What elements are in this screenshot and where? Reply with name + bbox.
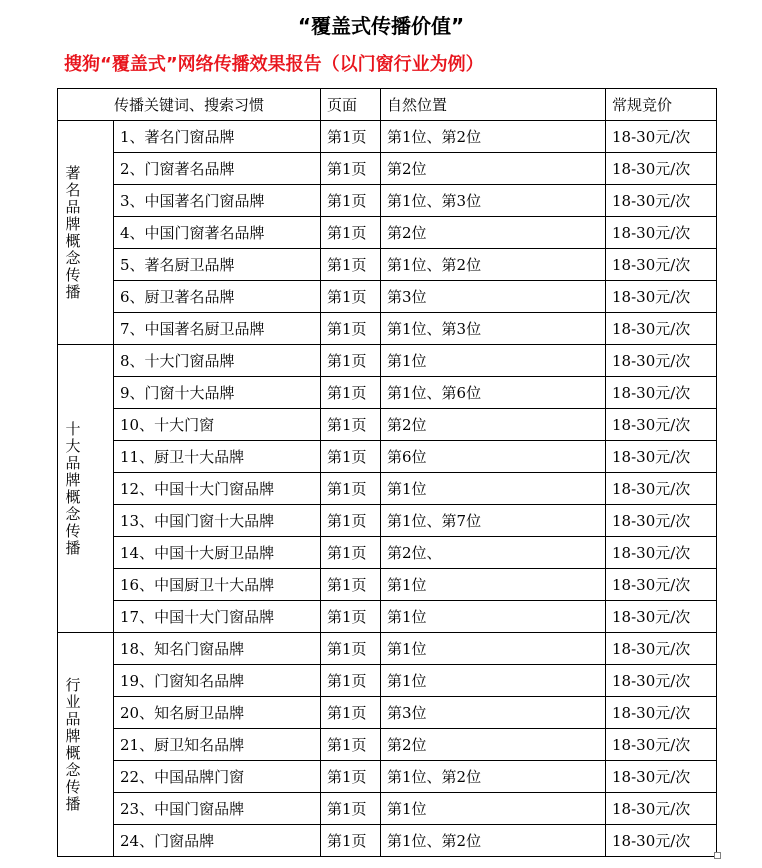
keyword-cell: 2、门窗著名品牌 [114, 153, 321, 185]
keyword-cell: 24、门窗品牌 [114, 825, 321, 857]
table-body [58, 121, 717, 857]
table-row [58, 537, 717, 569]
position-cell: 第1位 [381, 665, 606, 697]
page-cell: 第1页 [321, 409, 381, 441]
price-cell: 18-30元/次 [606, 569, 717, 601]
position-cell: 第1位、第2位 [381, 121, 606, 153]
page-cell: 第1页 [321, 633, 381, 665]
keyword-cell: 12、中国十大门窗品牌 [114, 473, 321, 505]
page-cell: 第1页 [321, 505, 381, 537]
keyword-cell: 21、厨卫知名品牌 [114, 729, 321, 761]
page-cell: 第1页 [321, 313, 381, 345]
price-cell: 18-30元/次 [606, 697, 717, 729]
table-row [58, 761, 717, 793]
table-row [58, 249, 717, 281]
resize-handle [714, 852, 721, 859]
group-cell [58, 345, 114, 633]
position-cell: 第1位、第3位 [381, 313, 606, 345]
keyword-cell: 11、厨卫十大品牌 [114, 441, 321, 473]
page-cell: 第1页 [321, 665, 381, 697]
page-cell: 第1页 [321, 377, 381, 409]
report-subtitle: 搜狗“覆盖式”网络传播效果报告（以门窗行业为例） [64, 54, 484, 75]
keyword-cell: 7、中国著名厨卫品牌 [114, 313, 321, 345]
price-cell: 18-30元/次 [606, 601, 717, 633]
group-label: 十大品牌 概念传播 [65, 419, 81, 557]
position-cell: 第2位、 [381, 537, 606, 569]
keyword-cell: 5、著名厨卫品牌 [114, 249, 321, 281]
table-row [58, 377, 717, 409]
position-cell: 第2位 [381, 217, 606, 249]
page-cell: 第1页 [321, 153, 381, 185]
position-cell: 第1位、第2位 [381, 249, 606, 281]
keyword-cell: 14、中国十大厨卫品牌 [114, 537, 321, 569]
price-cell: 18-30元/次 [606, 537, 717, 569]
price-cell: 18-30元/次 [606, 313, 717, 345]
position-cell: 第3位 [381, 281, 606, 313]
position-cell: 第1位、第7位 [381, 505, 606, 537]
price-cell: 18-30元/次 [606, 761, 717, 793]
page-cell: 第1页 [321, 345, 381, 377]
price-cell: 18-30元/次 [606, 217, 717, 249]
table-row [58, 217, 717, 249]
page-cell: 第1页 [321, 217, 381, 249]
table-row [58, 569, 717, 601]
position-cell: 第2位 [381, 729, 606, 761]
page-cell: 第1页 [321, 121, 381, 153]
keyword-cell: 18、知名门窗品牌 [114, 633, 321, 665]
header-price: 常规竞价 [606, 89, 717, 121]
position-cell: 第2位 [381, 153, 606, 185]
price-cell: 18-30元/次 [606, 377, 717, 409]
table-row [58, 729, 717, 761]
position-cell: 第1位 [381, 793, 606, 825]
table-row [58, 409, 717, 441]
price-cell: 18-30元/次 [606, 121, 717, 153]
header-position: 自然位置 [381, 89, 606, 121]
keyword-cell: 16、中国厨卫十大品牌 [114, 569, 321, 601]
position-cell: 第1位 [381, 569, 606, 601]
position-cell: 第1位 [381, 633, 606, 665]
page-title: “覆盖式传播价值” [297, 14, 465, 38]
table-row [58, 281, 717, 313]
page-cell: 第1页 [321, 761, 381, 793]
group-cell [58, 121, 114, 345]
table-row [58, 345, 717, 377]
header-page: 页面 [321, 89, 381, 121]
group-cell [58, 633, 114, 857]
table-row [58, 153, 717, 185]
report-table [57, 88, 717, 857]
table-row [58, 665, 717, 697]
table-row [58, 697, 717, 729]
position-cell: 第2位 [381, 409, 606, 441]
position-cell: 第1位 [381, 473, 606, 505]
price-cell: 18-30元/次 [606, 633, 717, 665]
page-cell: 第1页 [321, 537, 381, 569]
group-label: 著名品牌 概念传播 [65, 163, 81, 301]
table-row [58, 825, 717, 857]
price-cell: 18-30元/次 [606, 729, 717, 761]
price-cell: 18-30元/次 [606, 665, 717, 697]
keyword-cell: 23、中国门窗品牌 [114, 793, 321, 825]
position-cell: 第1位、第2位 [381, 761, 606, 793]
table-header-row [58, 89, 717, 121]
price-cell: 18-30元/次 [606, 441, 717, 473]
price-cell: 18-30元/次 [606, 153, 717, 185]
table-row [58, 793, 717, 825]
page-cell: 第1页 [321, 441, 381, 473]
price-cell: 18-30元/次 [606, 825, 717, 857]
price-cell: 18-30元/次 [606, 249, 717, 281]
price-cell: 18-30元/次 [606, 409, 717, 441]
page-cell: 第1页 [321, 793, 381, 825]
table-row [58, 185, 717, 217]
keyword-cell: 6、厨卫著名品牌 [114, 281, 321, 313]
table-row [58, 601, 717, 633]
header-keyword: 传播关键词、搜索习惯 [58, 89, 321, 121]
position-cell: 第1位、第3位 [381, 185, 606, 217]
keyword-cell: 8、十大门窗品牌 [114, 345, 321, 377]
keyword-cell: 13、中国门窗十大品牌 [114, 505, 321, 537]
page-cell: 第1页 [321, 601, 381, 633]
keyword-cell: 22、中国品牌门窗 [114, 761, 321, 793]
keyword-cell: 17、中国十大门窗品牌 [114, 601, 321, 633]
keyword-cell: 9、门窗十大品牌 [114, 377, 321, 409]
table-row [58, 441, 717, 473]
page-cell: 第1页 [321, 825, 381, 857]
table-row [58, 505, 717, 537]
price-cell: 18-30元/次 [606, 281, 717, 313]
table-row [58, 473, 717, 505]
position-cell: 第1位、第2位 [381, 825, 606, 857]
position-cell: 第1位 [381, 601, 606, 633]
price-cell: 18-30元/次 [606, 185, 717, 217]
position-cell: 第1位、第6位 [381, 377, 606, 409]
keyword-cell: 1、著名门窗品牌 [114, 121, 321, 153]
price-cell: 18-30元/次 [606, 345, 717, 377]
price-cell: 18-30元/次 [606, 505, 717, 537]
page-cell: 第1页 [321, 185, 381, 217]
position-cell: 第3位 [381, 697, 606, 729]
keyword-cell: 4、中国门窗著名品牌 [114, 217, 321, 249]
page-cell: 第1页 [321, 281, 381, 313]
position-cell: 第1位 [381, 345, 606, 377]
table-row [58, 633, 717, 665]
price-cell: 18-30元/次 [606, 793, 717, 825]
keyword-cell: 20、知名厨卫品牌 [114, 697, 321, 729]
position-cell: 第6位 [381, 441, 606, 473]
page-cell: 第1页 [321, 697, 381, 729]
page-cell: 第1页 [321, 249, 381, 281]
group-label: 行业品牌 概念传播 [65, 675, 81, 813]
table-row [58, 313, 717, 345]
table-row [58, 121, 717, 153]
page-cell: 第1页 [321, 569, 381, 601]
keyword-cell: 3、中国著名门窗品牌 [114, 185, 321, 217]
page-cell: 第1页 [321, 729, 381, 761]
price-cell: 18-30元/次 [606, 473, 717, 505]
keyword-cell: 10、十大门窗 [114, 409, 321, 441]
page-cell: 第1页 [321, 473, 381, 505]
keyword-cell: 19、门窗知名品牌 [114, 665, 321, 697]
